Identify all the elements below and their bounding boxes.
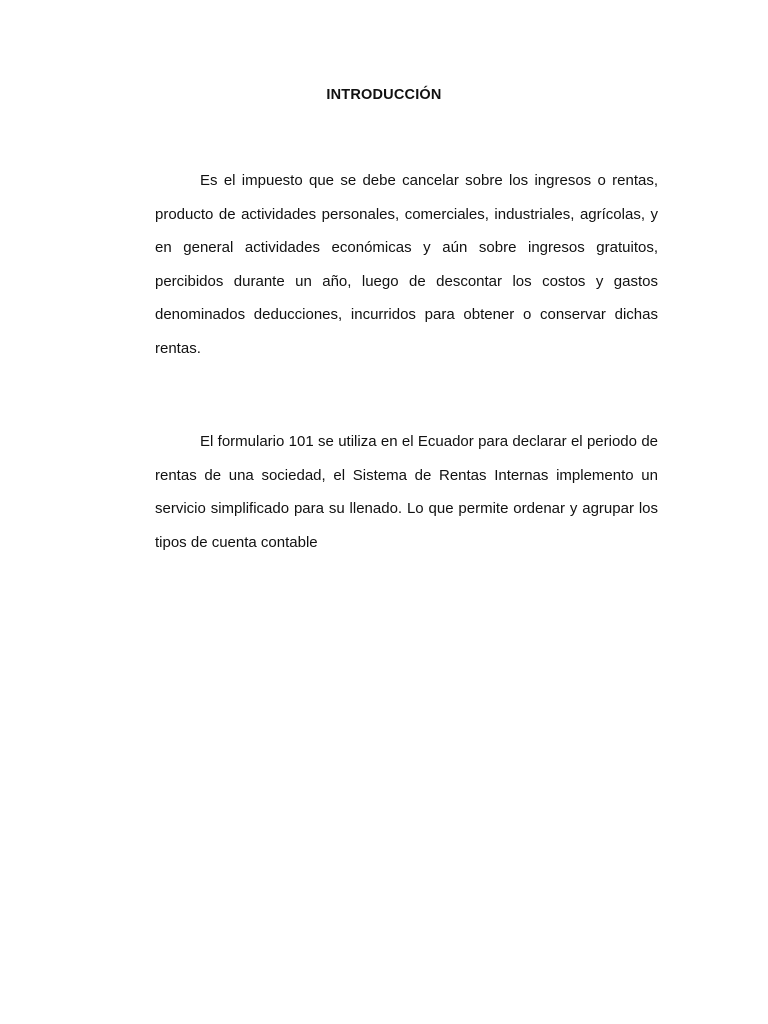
paragraph-income-tax-definition: Es el impuesto que se debe cancelar sobre los ingresos o rentas, producto de actividades personales, comerciales, industriales, agrícolas, y en general actividades económicas y aún sobre ingresos gratuitos, percibidos durante un año, luego de descontar los costos y gastos denominados deducciones, incurridos para obtener o conservar dichas rentas. [155, 172, 658, 357]
paragraph-form-101: El formulario 101 se utiliza en el Ecuador para declarar el periodo de rentas de una sociedad, el Sistema de Rentas Internas implemento un servicio simplificado para su llenado. Lo que permite ordenar y agrupar los tipos de cuenta contable [155, 433, 658, 551]
page-title: INTRODUCCIÓN [326, 87, 442, 103]
